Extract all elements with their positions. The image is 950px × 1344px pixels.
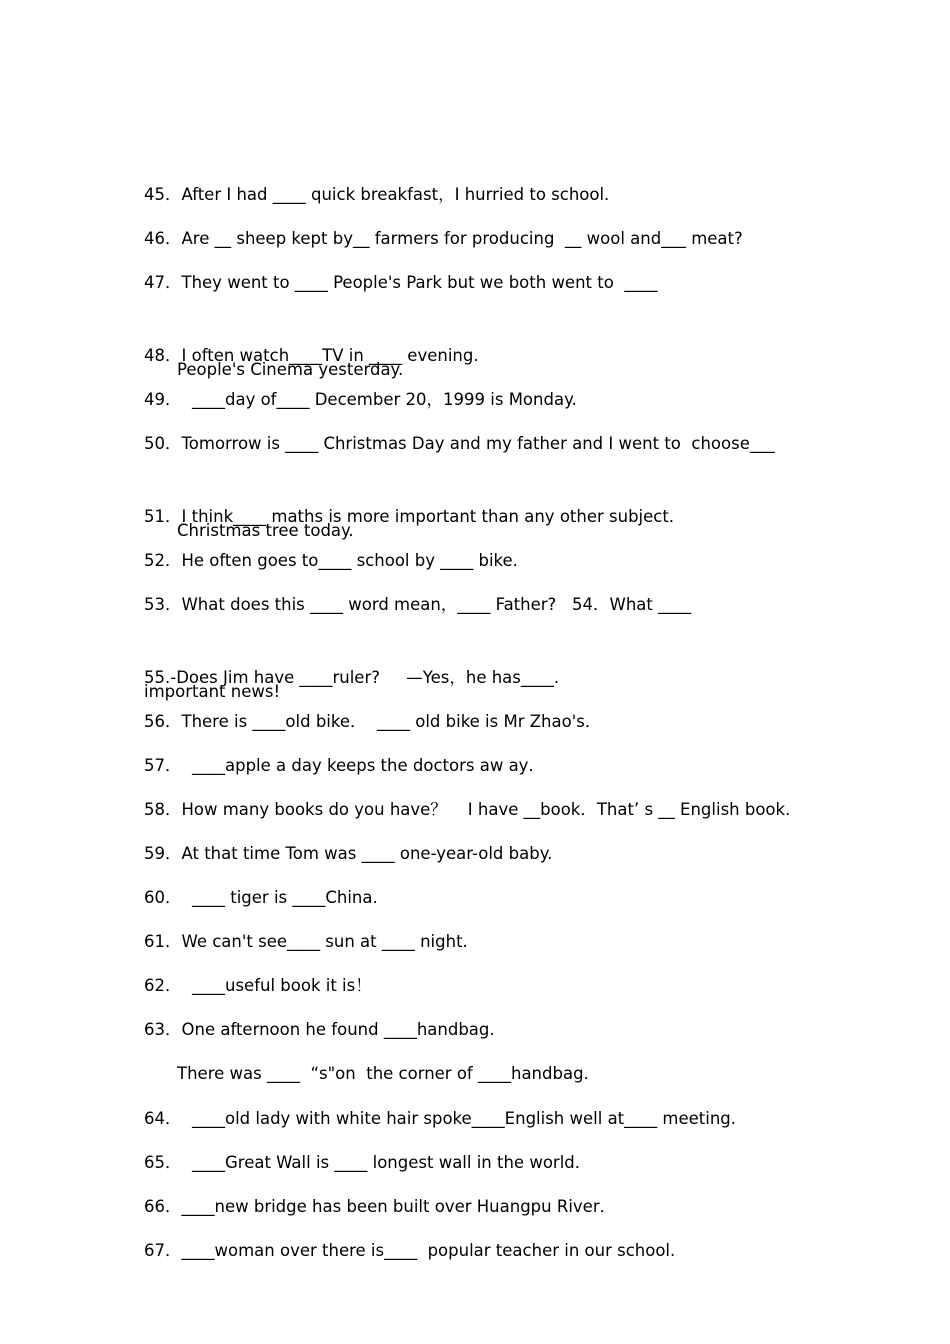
question-48-line-1: 48．I often watch____TV in ____ evening. — [144, 346, 479, 365]
question-58-line-1: 58．How many books do you have？ I have __book．That’ s __ English book. — [144, 800, 791, 819]
question-55-line-1: 55.-Does Jim have ____ruler? —Yes，he has____. — [144, 668, 560, 687]
question-66-line-1: 66．____new bridge has been built over Huangpu River． — [144, 1197, 617, 1216]
question-59-line-1: 59．At that time Tom was ____ one-year-old baby. — [144, 844, 553, 863]
question-53-line-2: important news! — [144, 682, 281, 701]
question-63-line-1: 63．One afternoon he found ____handbag. — [144, 1020, 495, 1039]
question-67 — [144, 1178, 675, 1323]
question-50-line-2: Christmas tree today. — [177, 521, 354, 540]
question-61-line-1: 61．We can't see____ sun at ____ night. — [144, 932, 468, 951]
question-52-line-1: 52．He often goes to____ school by ____ bike. — [144, 551, 518, 570]
question-57-line-1: 57． ____apple a day keeps the doctors aw ay． — [144, 756, 545, 775]
question-49-line-1: 49． ____day of____ December 20，1999 is Monday. — [144, 390, 577, 409]
question-46-line-1: 46．Are __ sheep kept by__ farmers for producing __ wool and___ meat? — [144, 229, 743, 248]
question-56-line-1: 56．There is ____old bike． ____ old bike is Mr Zhao's． — [144, 712, 602, 731]
question-65-line-1: 65． ____Great Wall is ____ longest wall in the world． — [144, 1153, 592, 1172]
question-63-line-2: There was ____ “s"on the corner of ____handbag. — [177, 1064, 589, 1083]
question-60-line-1: 60． ____ tiger is ____China. — [144, 888, 378, 907]
question-62-line-1: 62． ____useful book it is！ — [144, 976, 372, 995]
question-45-line-1: 45．After I had ____ quick breakfast，I hurried to school． — [144, 185, 621, 204]
question-67-line-1: 67．____woman over there is____ popular teacher in our school. — [144, 1241, 676, 1260]
question-50-line-1: 50．Tomorrow is ____ Christmas Day and my father and I went to choose___ — [144, 434, 775, 453]
question-47-line-2: People's Cinema yesterday. — [177, 360, 404, 379]
question-51-line-1: 51．I think____ maths is more important than any other subject． — [144, 507, 686, 526]
question-53-line-1: 53．What does this ____ word mean，____ Father? 54．What ____ — [144, 595, 692, 614]
question-47-line-1: 47．They went to ____ People's Park but we both went to ____ — [144, 273, 658, 292]
question-64-line-1: 64． ____old lady with white hair spoke____English well at____ meeting. — [144, 1109, 736, 1128]
